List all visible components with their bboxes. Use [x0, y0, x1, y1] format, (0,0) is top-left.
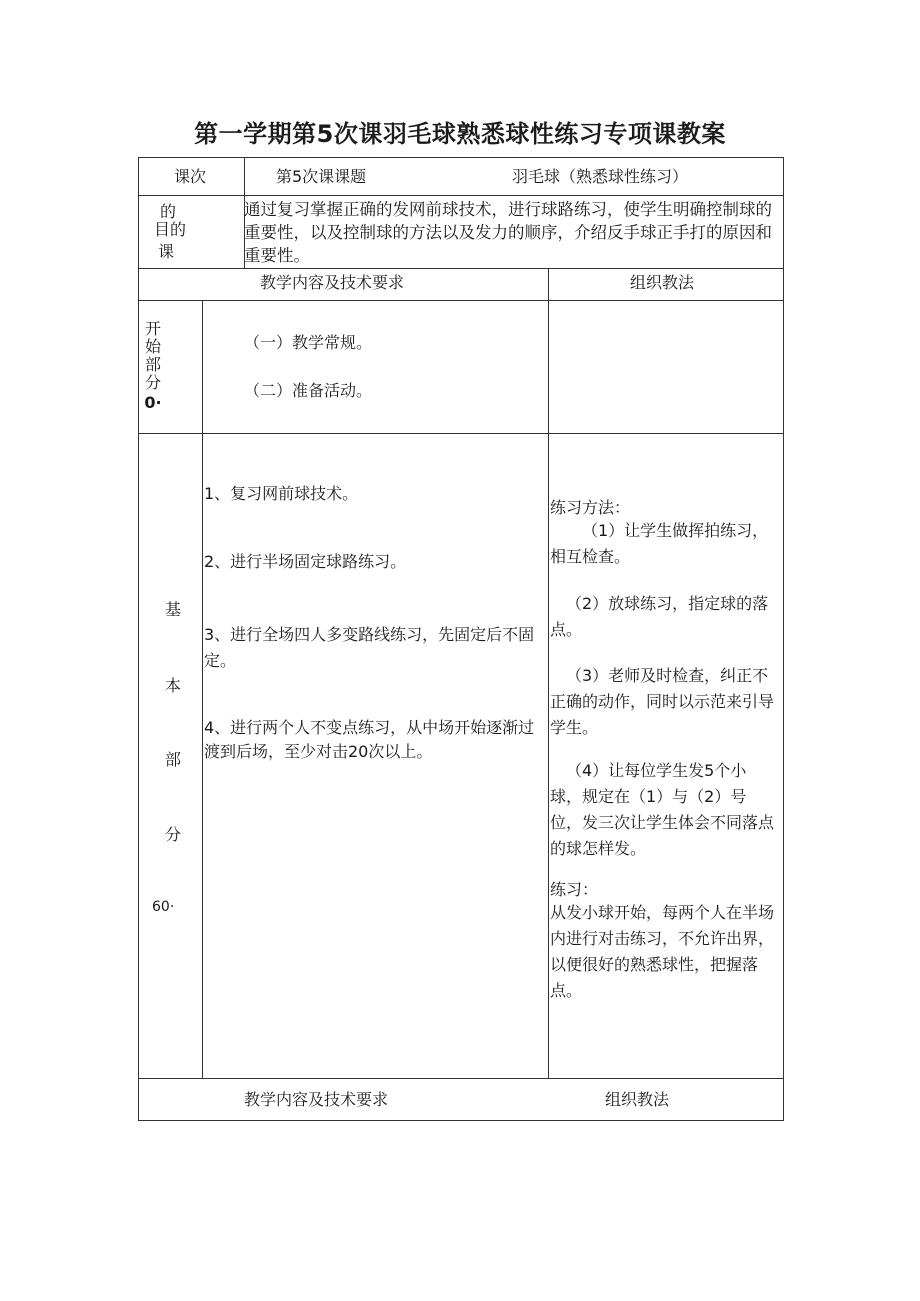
start-item-2: （二）准备活动。 — [244, 381, 373, 400]
method-title: 练习方法： — [550, 498, 631, 517]
content-column-header: 教学内容及技术要求 — [260, 273, 405, 292]
footer-content-header: 教学内容及技术要求 — [244, 1090, 389, 1109]
basic-item-4: 4、进行两个人不变点练习，从中场开始逐渐过渡到后场，至少对击20次以上。 — [204, 718, 535, 761]
footer-method-header: 组织教法 — [605, 1090, 670, 1109]
basic-item-1: 1、复习网前球技术。 — [204, 484, 359, 503]
method-1: （1）让学生做挥拍练习，相互检查。 — [550, 521, 769, 566]
method-3: （3）老师及时检查，纠正不正确的动作，同时以示范来引导学生。 — [550, 666, 775, 737]
goal-text: 通过复习掌握正确的发网前球技术，进行球路练习，使学生明确控制球的重要性，以及控制球的方法以及发力的顺序，介绍反手球正手打的原因和重要性。 — [244, 200, 772, 265]
practice-text: 从发小球开始，每两个人在半场内进行对击练习，不允许出界，以便很好的熟悉球性，把握落点。 — [550, 903, 775, 1000]
basic-item-2: 2、进行半场固定球路练习。 — [204, 552, 407, 571]
method-2: （2）放球练习，指定球的落点。 — [550, 594, 769, 639]
lesson-topic: 羽毛球（熟悉球性练习） — [512, 167, 689, 186]
lesson-number: 第5次课课题 — [276, 167, 367, 186]
page-title: 第一学期第5次课羽毛球熟悉球性练习专项课教案 — [194, 120, 726, 148]
basic-item-3: 3、进行全场四人多变路线练习，先固定后不固定。 — [204, 625, 535, 670]
basic-part-minutes: 60· — [152, 899, 175, 915]
start-item-1: （一）教学常规。 — [244, 333, 373, 352]
lesson-label: 课次 — [174, 167, 207, 186]
practice-title: 练习： — [550, 880, 599, 899]
method-4: （4）让每位学生发5个小球，规定在（1）与（2）号位，发三次让学生体会不同落点的球怎样发。 — [550, 761, 775, 858]
method-column-header: 组织教法 — [630, 273, 695, 292]
